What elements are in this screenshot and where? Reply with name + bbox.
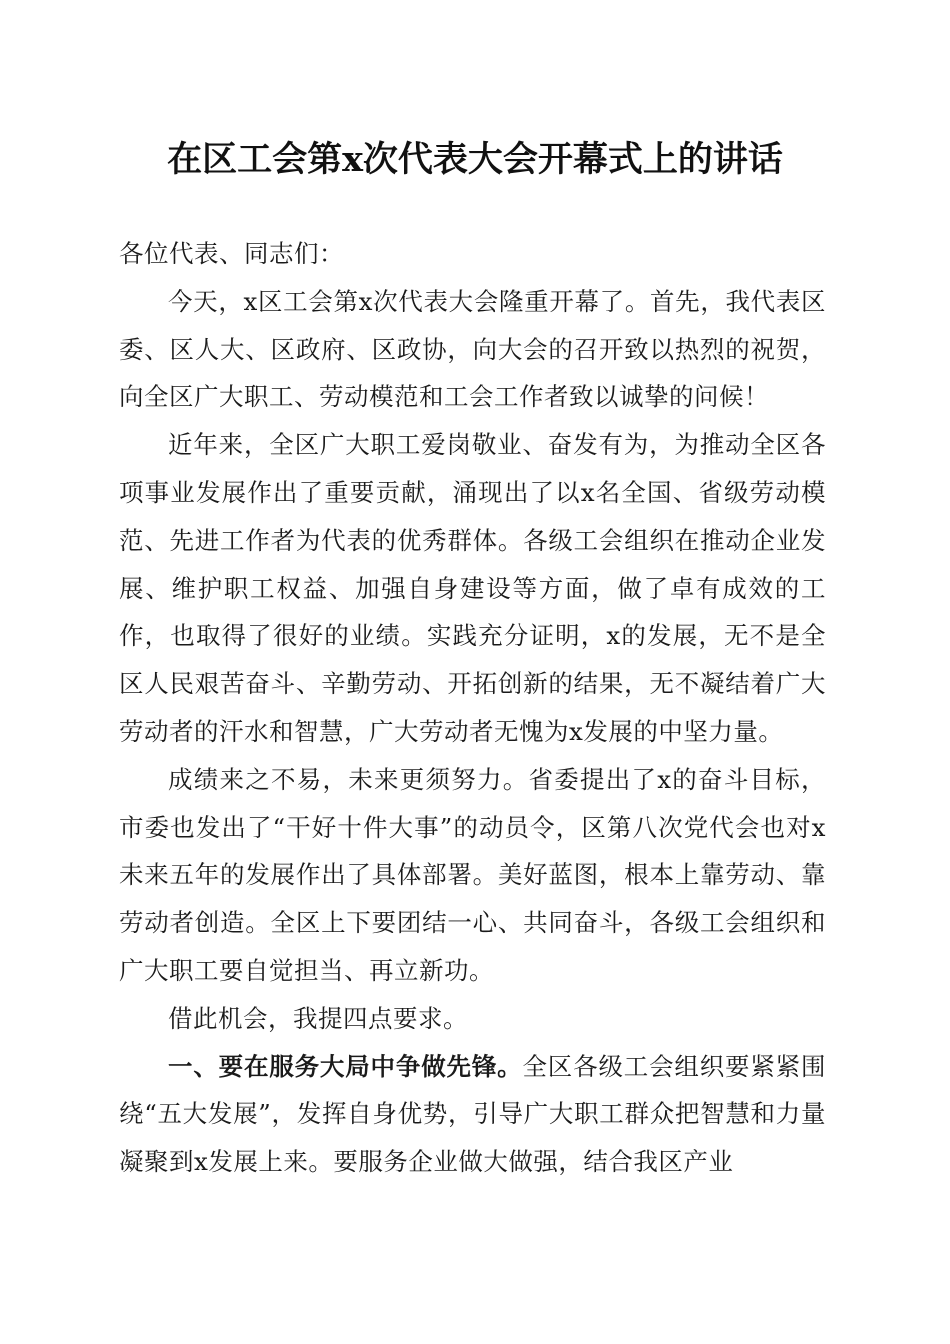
paragraph-future: 成绩来之不易，未来更须努力。省委提出了x的奋斗目标，市委也发出了“干好十件大事”的动员令，区第八次党代会也对x未来五年的发展作出了具体部署。美好蓝图，根本上靠劳动、靠劳动者创造。全区上下要团结一心、共同奋斗，各级工会组织和广大职工要自觉担当、再立新功。: [119, 764, 826, 985]
document-body: [119, 230, 826, 1186]
section-1-text: 全区各级工会组织要紧紧围绕“五大发展”，发挥自身优势，引导广大职工群众把智慧和力量凝聚到x发展上来。要服务企业做大做强，结合我区产业: [119, 1051, 827, 1177]
paragraph-opening: 今天，x区工会第x次代表大会隆重开幕了。首先，我代表区委、区人大、区政府、区政协，向大会的召开致以热烈的祝贺，向全区广大职工、劳动模范和工会工作者致以诚挚的问候！: [119, 286, 826, 412]
document-title: 在区工会第x次代表大会开幕式上的讲话: [167, 139, 783, 180]
section-1-heading: 一、要在服务大局中争做先锋。: [168, 1051, 523, 1081]
paragraph-section-1: [119, 1043, 826, 1186]
paragraph-requirements-intro: 借此机会，我提四点要求。: [168, 1003, 468, 1033]
paragraph-achievements: 近年来，全区广大职工爱岗敬业、奋发有为，为推动全区各项事业发展作出了重要贡献，涌现出了以x名全国、省级劳动模范、先进工作者为代表的优秀群体。各级工会组织在推动企业发展、维护职工权益、加强自身建设等方面，做了卓有成效的工作，也取得了很好的业绩。实践充分证明，x的发展，无不是全区人民艰苦奋斗、辛勤劳动、开拓创新的结果，无不凝结着广大劳动者的汗水和智慧，广大劳动者无愧为x发展的中坚力量。: [119, 430, 826, 746]
salutation: 各位代表、同志们：: [119, 239, 344, 268]
